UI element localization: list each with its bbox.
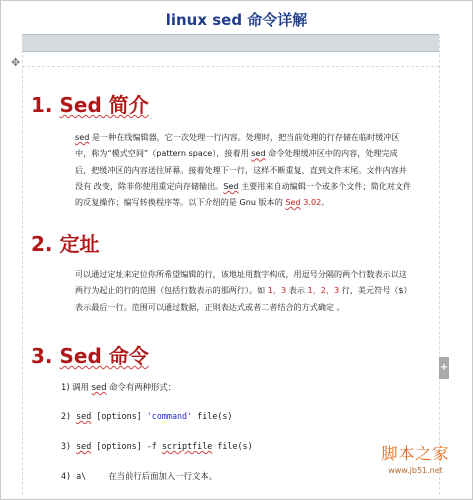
text-span: 没有 改变，除非你使用重定向存储输出。 bbox=[75, 180, 224, 191]
text-span: 在当前行后面加入一行文本。 bbox=[108, 471, 218, 481]
text-span: sed bbox=[75, 132, 90, 142]
text-span: 是一种在线编辑器，它一次处理一行内容。处理时，把当前处理的行存储在临时缓冲区 bbox=[89, 132, 400, 142]
section-heading-commands bbox=[31, 340, 149, 369]
section-number: 1. bbox=[31, 93, 53, 117]
text-span: [options] bbox=[91, 411, 147, 421]
text-span: 命令处理缓冲区中的内容，处理完成 bbox=[265, 148, 398, 159]
section-number: 2. bbox=[31, 232, 53, 256]
section-title: Sed 简介 bbox=[59, 93, 149, 117]
table-move-handle-icon[interactable]: ✥ bbox=[11, 56, 21, 69]
intro-paragraph bbox=[75, 129, 435, 210]
text-span: 3.02 bbox=[300, 197, 322, 208]
table-header-bar bbox=[22, 34, 439, 52]
text-span: 命令有两种形式： bbox=[106, 382, 177, 392]
text-span: 主要用来自动编辑一个或多个文件；简化对文件 bbox=[238, 180, 412, 191]
command-item-4 bbox=[61, 470, 217, 482]
table-border-left bbox=[22, 35, 23, 495]
text-span: 1，3 bbox=[267, 285, 287, 296]
command-item-1 bbox=[61, 381, 176, 393]
text-span: 。 bbox=[321, 197, 330, 208]
section-title: 定址 bbox=[59, 232, 100, 256]
text-span: 两行为起止的行的范围（包括行数表示的那两行）。如 bbox=[75, 285, 268, 296]
text-span: 1，2，3 bbox=[307, 285, 340, 296]
table-border-top bbox=[22, 66, 439, 67]
text-span: sed bbox=[91, 382, 107, 392]
text-span: 表示最后一行。范围可以通过数据，正则表达式或者二者结合的方式确定 。 bbox=[75, 301, 345, 312]
text-span: scriptfile bbox=[161, 441, 213, 451]
text-span: file(s) bbox=[192, 411, 233, 421]
address-paragraph bbox=[75, 266, 435, 315]
section-number: 3. bbox=[31, 344, 53, 368]
text-span: 2) bbox=[61, 411, 77, 421]
text-span: 3) bbox=[61, 441, 77, 451]
text-span: sed bbox=[251, 148, 266, 159]
text-span: sed bbox=[76, 411, 92, 421]
text-span: 可以通过定址来定位你所希望编辑的行，该地址用数字构成，用逗号分隔的两个行数表示以这 bbox=[75, 269, 407, 279]
text-span: Sed bbox=[223, 180, 239, 191]
table-border-right bbox=[439, 35, 440, 495]
text-span: file(s) bbox=[212, 441, 253, 451]
command-item-2 bbox=[61, 411, 232, 421]
text-span: 中，称为“模式空间”（pattern space），接着用 bbox=[75, 148, 252, 159]
text-span: 后，把缓冲区的内容送往屏幕。接着处理下一行，这样不断重复，直到文件末尾。文件内容并 bbox=[75, 164, 407, 175]
section-heading-intro bbox=[31, 89, 149, 118]
text-span: [options] -f bbox=[91, 441, 162, 451]
document-title: linux sed 命令详解 bbox=[165, 11, 308, 29]
text-span: sed bbox=[76, 441, 92, 451]
text-span: 的反复操作；编写转换程序等。以下介绍的是 Gnu 版本的 bbox=[75, 197, 286, 208]
watermark-logo-text: 脚本之家 bbox=[381, 444, 450, 463]
text-span: 行，美元符号（$） bbox=[339, 285, 412, 296]
site-watermark bbox=[363, 441, 468, 475]
section-heading-address bbox=[31, 228, 99, 257]
expand-tab-button[interactable]: + bbox=[439, 357, 449, 379]
text-span: 'command' bbox=[146, 411, 193, 421]
text-span: 1) 调用 bbox=[61, 382, 92, 392]
text-span: 表示 bbox=[286, 285, 308, 296]
text-span: 4) a\ bbox=[61, 471, 87, 481]
watermark-url: www.jb51.net bbox=[388, 466, 443, 475]
text-span: Sed bbox=[285, 197, 301, 208]
command-item-3 bbox=[61, 441, 253, 451]
section-title: Sed 命令 bbox=[59, 344, 149, 368]
